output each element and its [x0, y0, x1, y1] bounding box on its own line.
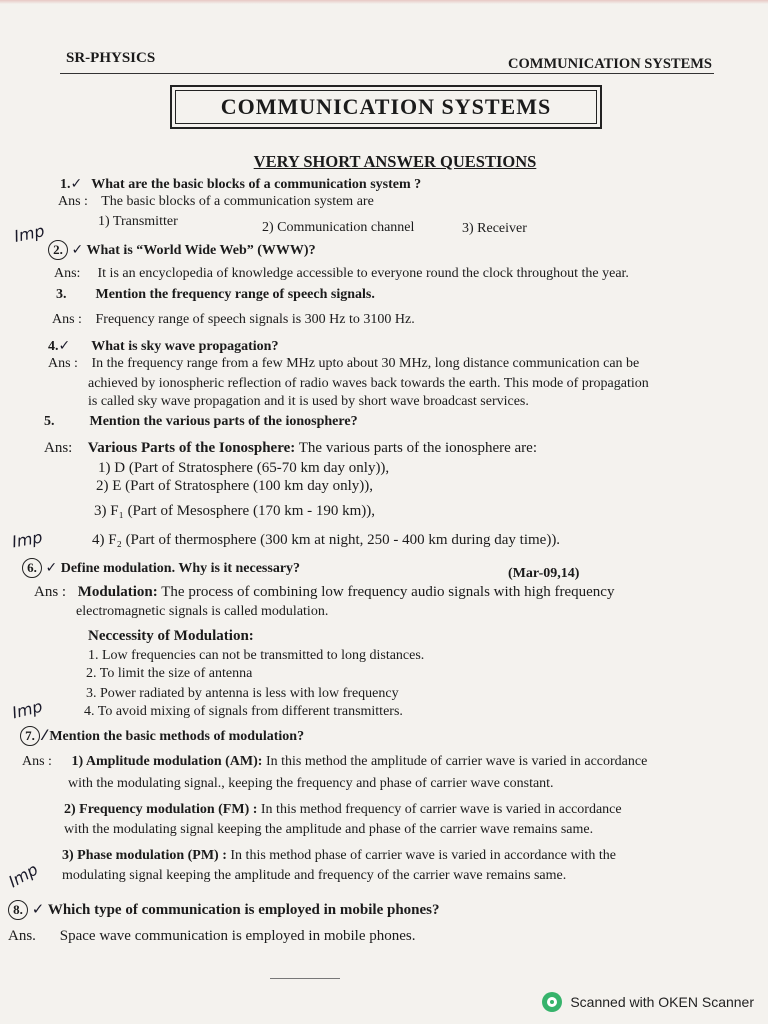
imp-annotation-1: Imp	[12, 221, 47, 246]
q8-ans-text: Space wave communication is employed in mobile phones.	[59, 928, 416, 944]
q2-answer	[54, 266, 629, 282]
q6-exam-tag: (Mar-09,14)	[508, 566, 580, 581]
q7-pm	[62, 848, 616, 864]
bottom-rule	[270, 978, 340, 979]
chapter-title: COMMUNICATION SYSTEMS	[175, 90, 597, 124]
q6-necessity-3: 3. Power radiated by antenna is less with low frequency	[86, 686, 399, 701]
q5-item-3: 3) F₁ (Part of Mesosphere (170 km - 190 km)),	[94, 503, 376, 519]
q3-ans-label: Ans :	[52, 312, 82, 327]
q6-number-circle: 6.	[22, 558, 42, 578]
q7-fm-line-1: In this method frequency of carrier wave is varied in accordance	[260, 802, 622, 817]
scanner-logo-icon	[542, 992, 562, 1012]
q5-ans-label: Ans:	[44, 440, 73, 456]
q7-number-circle: 7.	[20, 726, 40, 746]
q8-text: Which type of communication is employed in mobile phones?	[47, 902, 440, 918]
q1-answer	[58, 194, 374, 210]
q8-number-circle: 8.	[8, 900, 28, 920]
imp-annotation-2: Imp	[10, 527, 44, 552]
q1-item-2: 2) Communication channel	[262, 220, 415, 235]
q7-pm-line-2: modulating signal keeping the amplitude and frequency of the carrier wave remains same.	[62, 868, 567, 883]
q5-item-1: 1) D (Part of Stratosphere (65-70 km day only)),	[98, 460, 390, 476]
q8-ans-label: Ans.	[8, 928, 36, 944]
q2-ans-label: Ans:	[54, 266, 81, 281]
q6-ans-line-1: The process of combining low frequency audio signals with high frequency	[161, 584, 615, 600]
q5-item-4: 4) F₂ (Part of thermosphere (300 km at night, 250 - 400 km during day time)).	[92, 532, 561, 548]
title-box	[170, 85, 602, 129]
scanner-watermark	[542, 992, 754, 1012]
tick-mark-icon: ✓	[45, 560, 58, 576]
tick-mark-icon: ✓	[58, 338, 71, 354]
q5-text: Mention the various parts of the ionosphere?	[89, 414, 358, 429]
q6-answer	[34, 584, 614, 600]
q7-pm-head: 3) Phase modulation (PM) :	[62, 848, 227, 863]
q4-ans-line-2: achieved by ionospheric reflection of radio waves back towards the earth. This mode of propagation	[88, 376, 649, 391]
q5-ans-rest: The various parts of the ionosphere are:	[298, 440, 537, 456]
tick-mark-icon: ✓	[70, 176, 83, 192]
q6-ans-line-2: electromagnetic signals is called modulation.	[76, 604, 329, 619]
q5-number: 5.	[44, 414, 55, 429]
q1-item-1: 1) Transmitter	[98, 214, 178, 229]
q7-pm-line-1: In this method phase of carrier wave is varied in accordance with the	[230, 848, 617, 863]
q5-answer	[44, 440, 537, 456]
q7-am-head: 1) Amplitude modulation (AM):	[71, 754, 263, 769]
tick-mark-icon: ✓	[31, 900, 45, 918]
imp-annotation-3: Imp	[10, 696, 45, 723]
q3-question	[56, 287, 375, 303]
q8-answer	[8, 928, 416, 944]
q5-question	[44, 414, 358, 430]
q4-ans-line-3: is called sky wave propagation and it is used by short wave broadcast services.	[88, 394, 529, 409]
q4-number: 4.✓	[48, 338, 71, 354]
header-rule	[60, 73, 714, 74]
q4-text: What is sky wave propagation?	[91, 339, 279, 354]
q7-fm	[64, 802, 622, 818]
chapter-header: COMMUNICATION SYSTEMS	[508, 56, 712, 72]
q4-ans-label: Ans :	[48, 356, 78, 371]
q1-ans-text: The basic blocks of a communication system are	[101, 194, 374, 209]
q7-am	[22, 754, 647, 770]
q6-necessity-2: 2. To limit the size of antenna	[86, 666, 253, 681]
q4-answer	[48, 356, 639, 372]
q6-necessity-4: 4. To avoid mixing of signals from different transmitters.	[84, 704, 403, 719]
q2-number-circle: 2.	[48, 240, 68, 260]
q1-item-3: 3) Receiver	[462, 221, 527, 236]
q2-text: What is “World Wide Web” (WWW)?	[86, 243, 316, 258]
scanner-label: Scanned with OKEN Scanner	[570, 994, 754, 1010]
q7-text: Mention the basic methods of modulation?	[49, 729, 305, 744]
q1-text: What are the basic blocks of a communication system ?	[91, 177, 422, 192]
tick-mark-icon: ✓	[71, 242, 84, 258]
q6-necessity-head: Neccessity of Modulation:	[88, 628, 254, 644]
section-heading: VERY SHORT ANSWER QUESTIONS	[253, 152, 537, 171]
q1-number: 1.✓	[60, 176, 83, 192]
q6-text: Define modulation. Why is it necessary?	[60, 561, 301, 576]
q6-necessity-1: 1. Low frequencies can not be transmitted to long distances.	[88, 648, 425, 663]
q5-item-2: 2) E (Part of Stratosphere (100 km day only)),	[96, 478, 374, 494]
imp-annotation-4: Imp	[5, 859, 42, 892]
q8-question	[8, 900, 440, 920]
subject-header: SR-PHYSICS	[66, 50, 156, 66]
q6-question	[22, 558, 300, 578]
q7-fm-head: 2) Frequency modulation (FM) :	[64, 802, 258, 817]
q2-question	[48, 240, 316, 260]
tick-mark-icon: ⁄	[43, 728, 46, 744]
q4-ans-line-1: In the frequency range from a few MHz upto about 30 MHz, long distance communication can be	[91, 356, 640, 371]
q1-ans-label: Ans :	[58, 194, 88, 209]
q1-question	[60, 176, 421, 193]
q7-question	[20, 726, 304, 746]
q3-ans-text: Frequency range of speech signals is 300 Hz to 3100 Hz.	[95, 312, 415, 327]
q2-ans-text: It is an encyclopedia of knowledge accessible to everyone round the clock throughout the year.	[97, 266, 629, 281]
q4-question	[48, 338, 278, 355]
q6-ans-label: Ans :	[34, 584, 67, 600]
q5-ans-head: Various Parts of the Ionosphere:	[87, 440, 296, 456]
page-top-edge	[0, 0, 768, 4]
q7-am-line-2: with the modulating signal., keeping the frequency and phase of carrier wave constant.	[68, 776, 554, 791]
q3-answer	[52, 312, 415, 328]
q7-ans-label: Ans :	[22, 754, 52, 769]
q7-am-line-1: In this method the amplitude of carrier wave is varied in accordance	[265, 754, 648, 769]
q3-text: Mention the frequency range of speech signals.	[95, 287, 375, 302]
q6-ans-head: Modulation:	[77, 584, 158, 600]
q7-fm-line-2: with the modulating signal keeping the amplitude and phase of the carrier wave remains same.	[64, 822, 594, 837]
q3-number: 3.	[56, 287, 67, 302]
